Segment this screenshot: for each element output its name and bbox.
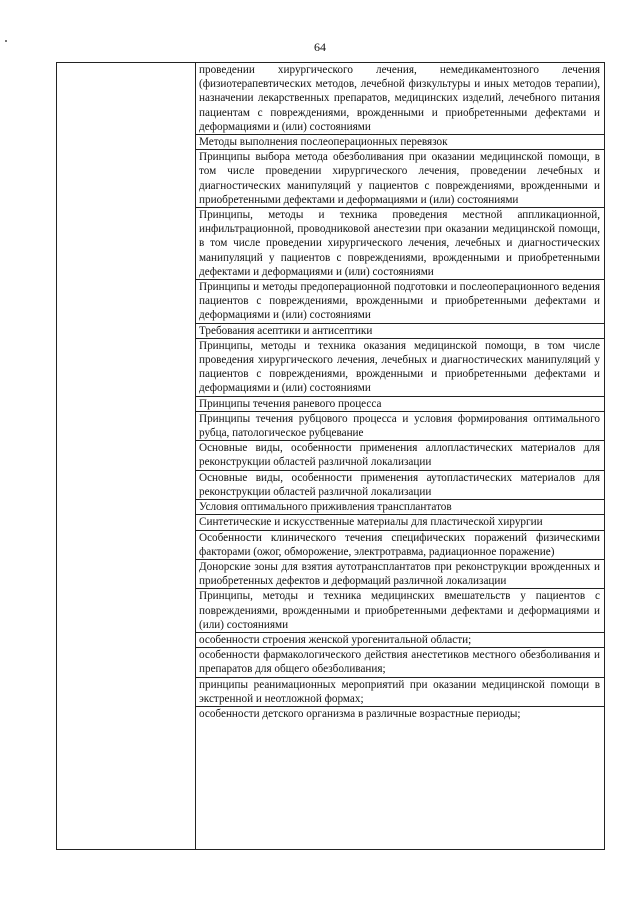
- table-row: Принципы течения рубцового процесса и условия формирования оптимального рубца, патологическое рубцевание: [196, 412, 604, 441]
- requirements-table: [56, 62, 605, 850]
- table-row: Принципы выбора метода обезболивания при оказании медицинской помощи, в том числе проведении хирургического лечения, проведении лечебных и диагностических манипуляций у пациентов с повреждениями, врожденными и приобретенными дефектами и деформациями и (или) состояниями: [196, 150, 604, 208]
- table-row: Условия оптимального приживления трансплантатов: [196, 500, 604, 515]
- page-number: 64: [314, 40, 326, 54]
- table-row: Принципы, методы и техника проведения местной аппликационной, инфильтрационной, проводниковой анестезии при оказании медицинской помощи, в том числе проведении хирургического лечения, лечебных и диагностических манипуляций у пациентов с повреждениями, врожденными и приобретенными дефектами и деформациями и (или) состояниями: [196, 208, 604, 280]
- empty-left-column-cell: [57, 63, 196, 850]
- knowledge-list-cell: [196, 63, 605, 850]
- table-row: особенности детского организма в различные возрастные периоды;: [199, 707, 521, 720]
- table-row: Требования асептики и антисептики: [196, 324, 604, 339]
- table-row: Принципы, методы и техника оказания медицинской помощи, в том числе проведения хирургического лечения, лечебных и диагностических манипуляций у пациентов с повреждениями, врожденными и приобретенными дефектами и деформациями и (или) состояниями: [196, 339, 604, 397]
- table-row: принципы реанимационных мероприятий при оказании медицинской помощи в экстренной и неотложной формах;: [196, 678, 604, 707]
- table-row: Донорские зоны для взятия аутотрансплантатов при реконструкции врожденных и приобретенных дефектов и деформаций различной локализации: [196, 560, 604, 589]
- table-row: Принципы течения раневого процесса: [196, 397, 604, 412]
- table-row: Основные виды, особенности применения аллопластических материалов для реконструкции областей различной локализации: [196, 441, 604, 470]
- table-row: Методы выполнения послеоперационных перевязок: [196, 135, 604, 150]
- table-row: Принципы, методы и техника медицинских вмешательств у пациентов с повреждениями, врожденными и приобретенными дефектами и деформациями и (или) состояниями: [196, 589, 604, 633]
- table-row: проведении хирургического лечения, немедикаментозного лечения (физиотерапевтических методов, лечебной физкультуры и иных методов терапии), назначении лекарственных препаратов, медицинских изделий, лечебного питания пациентам с повреждениями, врожденными и приобретенными дефектами и деформациями и (или) состояниями: [196, 63, 604, 135]
- table-row: особенности строения женской урогенитальной области;: [196, 633, 604, 648]
- table-row: Принципы и методы предоперационной подготовки и послеоперационного ведения пациентов с повреждениями, врожденными и приобретенными дефектами и деформациями и (или) состояниями: [196, 280, 604, 324]
- table-row: особенности фармакологического действия анестетиков местного обезболивания и препаратов для общего обезболивания;: [196, 648, 604, 677]
- table-row: Синтетические и искусственные материалы для пластической хирургии: [196, 515, 604, 530]
- table-row: Особенности клинического течения специфических поражений физическими факторами (ожог, обморожение, электротравма, радиационное поражение): [196, 531, 604, 560]
- table-row: Основные виды, особенности применения аутопластических материалов для реконструкции областей различной локализации: [196, 471, 604, 500]
